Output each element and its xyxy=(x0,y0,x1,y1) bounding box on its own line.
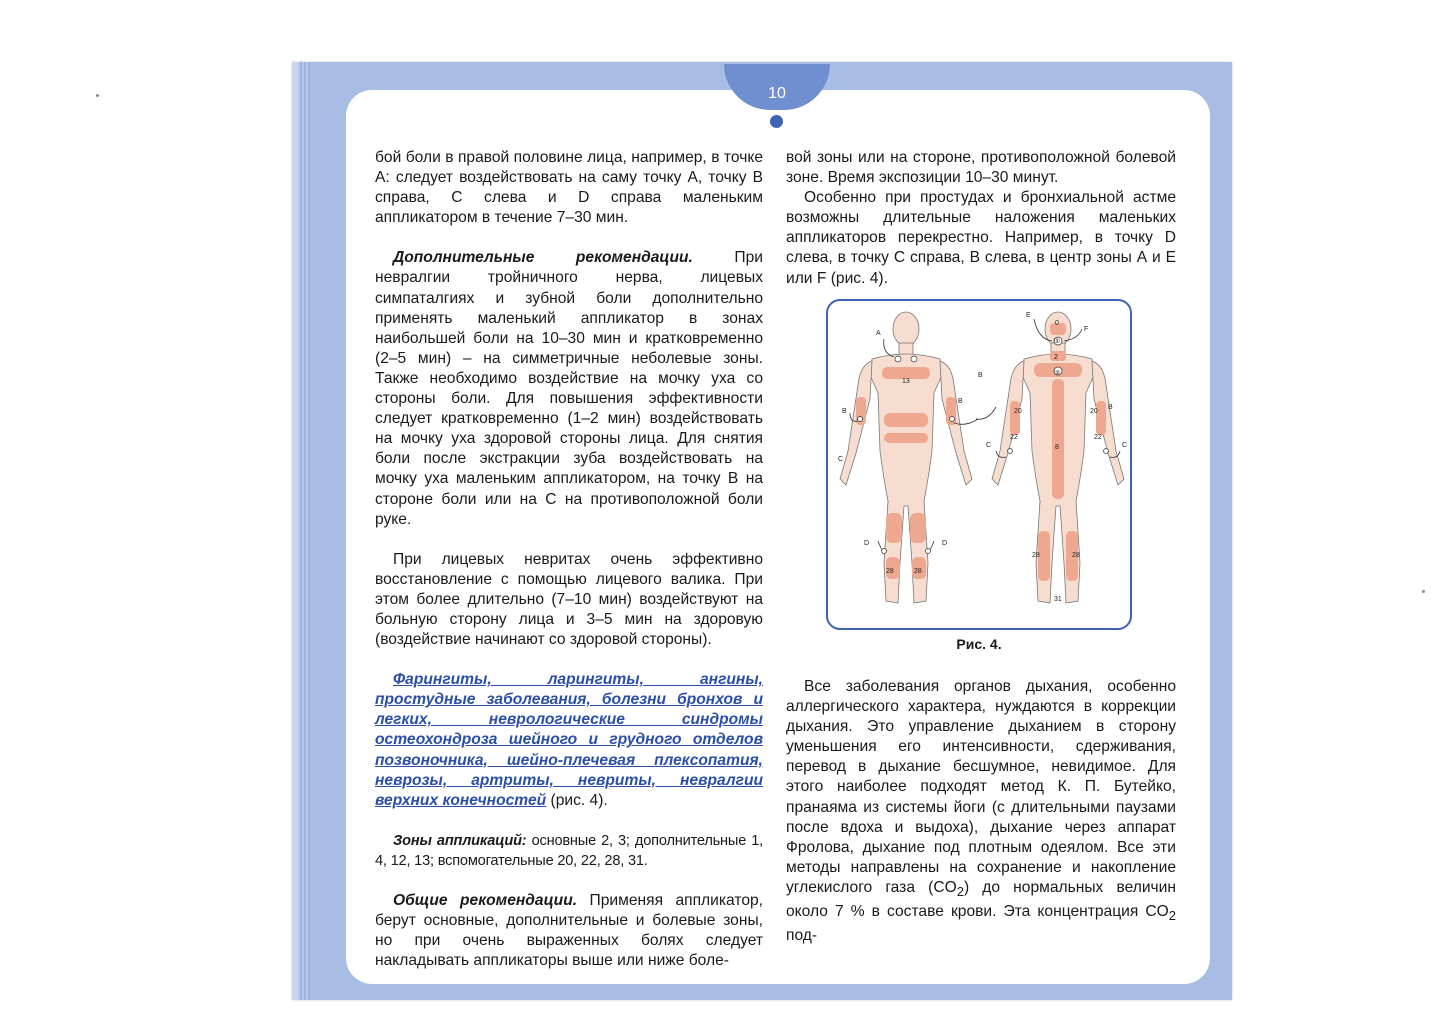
front-label-b-left: B xyxy=(842,408,847,415)
back-label-28b: 28 xyxy=(1072,552,1080,559)
back-label-e: E xyxy=(1026,312,1031,319)
left-paragraph-5 xyxy=(375,831,763,871)
back-label-1: ① xyxy=(1054,338,1061,345)
left-paragraph-1: бой боли в правой половине лица, например, в точке А: следует воздействовать на саму точку А, точку В справа, С слева и D справа маленьким аппликатором в течение 7–30 мин. xyxy=(375,149,763,227)
right-column-lower xyxy=(786,677,1176,946)
front-label-d-left: D xyxy=(864,540,870,547)
breathing-text-c: под- xyxy=(786,927,818,945)
back-label-b-right: B xyxy=(1108,404,1113,411)
right-paragraph-1: вой зоны или на стороне, противоположной болевой зоне. Время экспозиции 10–30 минут. xyxy=(786,149,1176,187)
scan-speck xyxy=(96,94,99,97)
back-label-b-left: B xyxy=(978,372,983,379)
left-paragraph-2 xyxy=(375,248,763,529)
front-label-c: C xyxy=(838,456,844,463)
back-label-0: 0 xyxy=(1055,320,1059,327)
front-label-28b: 28 xyxy=(914,568,922,575)
back-label-31: 31 xyxy=(1054,596,1062,603)
figure-reference: (рис. 4). xyxy=(546,791,608,809)
page-stack-edge xyxy=(298,62,310,1000)
breathing-text-a: Все заболевания органов дыхания, особенно аллергического характера, нуждаются в коррекции дыхания. Это управление дыханием в сторону уменьшения его интенсивности, сдерживания, перевод в дыхание бесшумное, невидимое. Для этого наиболее подходят метод К. П. Бутейко, пранаяма из системы йоги (с длительными паузами после вдоха и выдоха), дыхание через аппарат Фролова, дыхание под плотным одеялом. Все эти методы направлены на сохранение и накопление углекислого газа (CO xyxy=(786,678,1176,896)
application-zones-heading: Зоны аппликаций: xyxy=(393,832,527,849)
general-recommendations-text: Применяя аппликатор, берут основные, дополнительные и болевые зоны, но при очень выраженных болях следует накладывать аппликаторы выше или ниже боле- xyxy=(375,892,763,970)
right-paragraph-2: Особенно при простудах и бронхиальной астме возможны длительные наложения маленьких аппликаторов перекрестно. Например, в точку D слева, в точку С справа, В слева, в центр зоны А и Е или F (рис. 4). xyxy=(786,189,1176,287)
back-label-22a: 22 xyxy=(1010,434,1018,441)
back-label-f: F xyxy=(1084,326,1089,333)
front-body-figure xyxy=(838,312,978,603)
front-label-a: A xyxy=(876,330,881,337)
front-label-b-right: B xyxy=(958,398,963,405)
left-paragraph-3: При лицевых невритах очень эффективно восстановление с помощью лицевого валика. При этом более длительно (7–10 мин) воздействуют на больную сторону лица и 3–5 мин на здоровую (воздействие начинают со здоровой стороны). xyxy=(375,550,763,649)
co2-subscript-1: 2 xyxy=(956,884,964,900)
front-label-d-right: D xyxy=(942,540,948,547)
back-body-figure xyxy=(976,312,1127,603)
right-paragraph-3 xyxy=(786,677,1176,946)
left-paragraph-6 xyxy=(375,891,763,971)
front-label-13: 13 xyxy=(902,378,910,385)
right-column xyxy=(786,148,1176,289)
breathing-text-b: ) до нормальных величин около 7 % в составе крови. Эта концентрация CO xyxy=(786,878,1177,921)
scan-speck xyxy=(1422,590,1425,593)
back-label-8: 8 xyxy=(1055,444,1059,451)
page-number: 10 xyxy=(768,85,786,102)
body-zones-figure xyxy=(828,301,1130,628)
back-label-c-left: C xyxy=(986,442,992,449)
back-label-2: 2 xyxy=(1054,354,1058,361)
back-label-20a: 20 xyxy=(1014,408,1022,415)
page-dot-marker xyxy=(770,115,783,128)
back-label-28a: 28 xyxy=(1032,552,1040,559)
left-column xyxy=(375,148,763,971)
front-label-28a: 28 xyxy=(886,568,894,575)
back-label-20b: 20 xyxy=(1090,408,1098,415)
general-recommendations-heading: Общие рекомендации. xyxy=(393,892,578,909)
back-label-c-right: C xyxy=(1122,442,1128,449)
back-label-22b: 22 xyxy=(1094,434,1102,441)
additional-recommendations-heading: Дополнительные рекомендации. xyxy=(393,249,693,267)
diseases-link[interactable]: Фарингиты, ларингиты, ангины, простудные заболевания, болезни бронхов и легких, неврологические синдромы остеохондроза шейного и грудного отделов позвоночника, шейно-плечевая плексопатия, неврозы, артриты, невриты, невралгии верхних конечностей xyxy=(375,671,763,809)
figure-caption: Рис. 4. xyxy=(956,636,1002,652)
left-paragraph-4 xyxy=(375,670,763,811)
figure-4-box xyxy=(826,299,1132,630)
additional-recommendations-text: При невралгии тройничного нерва, лицевых симпаталгиях и зубной боли дополнительно применять маленький аппликатор в зонах наибольшей боли на 10–30 мин и кратковременно (2–5 мин) – на симметричные неболевые зоны. Также необходимо воздействие на мочку уха со стороны боли. Для повышения эффективности следует кратковременно (1–2 мин) воздействовать на мочку уха здоровой стороны лица. Для снятия боли после экстракции зуба воздействовать на мочку уха маленьким аппликатором, на точку В на стороне боли или на С на противоположной боли руке. xyxy=(375,249,763,528)
application-zones-text: основные 2, 3; дополнительные 1, 4, 12, 13; вспомогательные 20, 22, 28, 31. xyxy=(375,832,764,869)
co2-subscript-2: 2 xyxy=(1168,908,1176,924)
back-label-3: ③ xyxy=(1054,370,1061,377)
